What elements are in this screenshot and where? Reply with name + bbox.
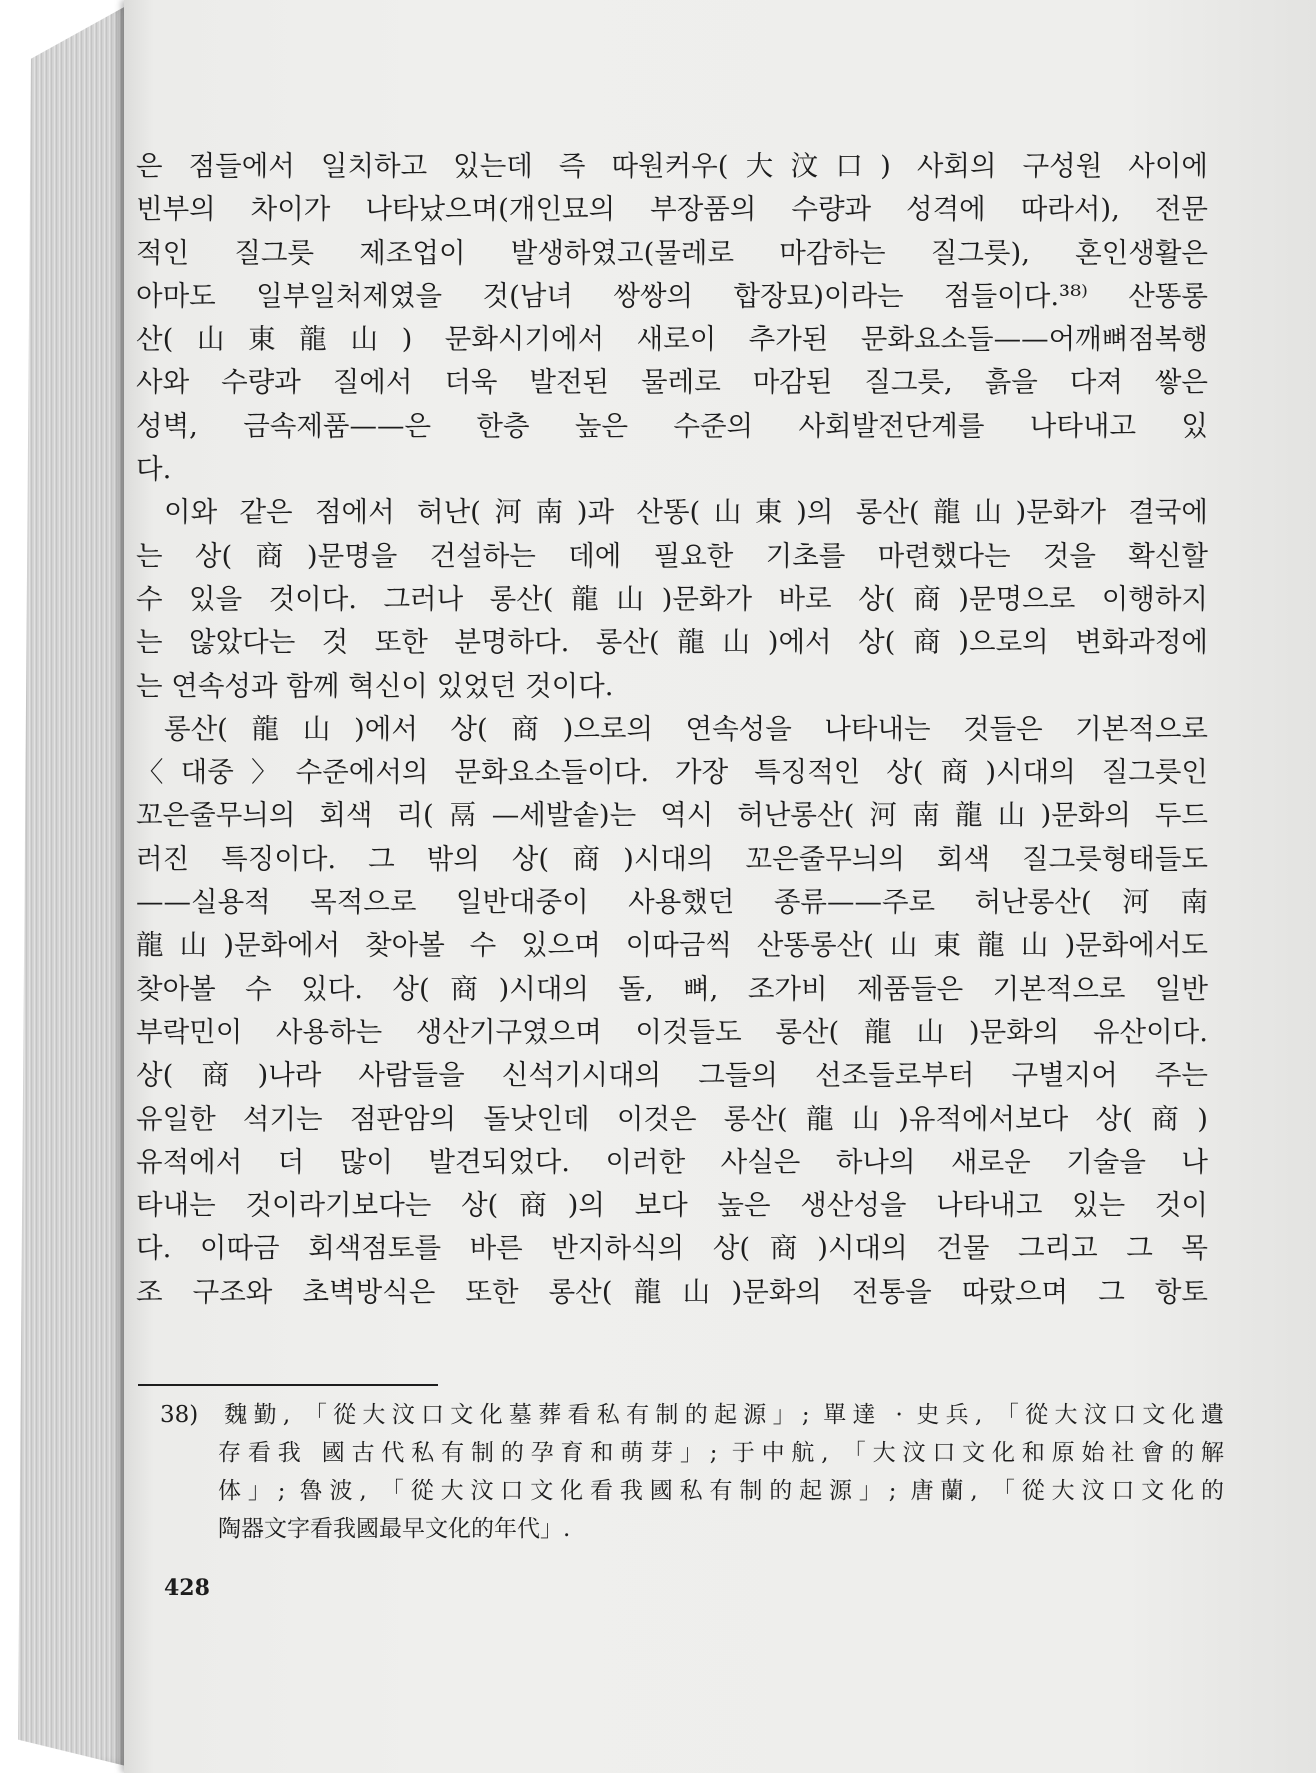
body-line: 아마도 일부일처제였을 것(남녀 쌍쌍의 합장묘)이라는 점들이다.³⁸⁾ 산똥롱	[136, 279, 1208, 312]
body-line: 다.	[136, 453, 172, 486]
page-number: 428	[164, 1575, 210, 1601]
footnote-line: 体」; 魯波, 「從大汶口文化看我國私有制的起源」; 唐蘭, 「從大汶口文化的	[218, 1478, 1224, 1504]
paragraph-start-line: 롱산(龍山)에서 상(商)으로의 연속성을 나타내는 것들은 기본적으로	[164, 712, 1208, 745]
footnote-line: 陶器文字看我國最早文化的年代」.	[218, 1516, 571, 1542]
body-line: 빈부의 차이가 나타났으며(개인묘의 부장품의 수량과 성격에 따라서), 전문	[136, 193, 1208, 226]
body-line: 사와 수량과 질에서 더욱 발전된 물레로 마감된 질그릇, 흙을 다져 쌓은	[136, 366, 1208, 399]
body-line: 상(商)나라 사람들을 신석기시대의 그들의 선조들로부터 구별지어 주는	[136, 1059, 1208, 1092]
body-line: 은 점들에서 일치하고 있는데 즉 따원커우(大汶口) 사회의 구성원 사이에	[136, 150, 1208, 182]
body-text	[136, 145, 1208, 1314]
body-line: 산(山東龍山) 문화시기에서 새로이 추가된 문화요소들——어깨뼈점복행	[136, 323, 1208, 356]
body-line: 성벽, 금속제품——은 한층 높은 수준의 사회발전단계를 나타내고 있	[136, 409, 1208, 442]
body-line: 〈대중〉수준에서의 문화요소들이다. 가장 특징적인 상(商)시대의 질그릇인	[136, 756, 1208, 789]
body-line: 는 않았다는 것 또한 분명하다. 롱산(龍山)에서 상(商)으로의 변화과정에	[136, 626, 1208, 659]
body-line: 적인 질그릇 제조업이 발생하였고(물레로 마감하는 질그릇), 혼인생활은	[136, 236, 1208, 269]
body-line: 찾아볼 수 있다. 상(商)시대의 돌, 뼈, 조가비 제품들은 기본적으로 일반	[136, 972, 1208, 1005]
footnote-line	[160, 1396, 1224, 1434]
footnote-divider	[138, 1384, 438, 1386]
footnote-line: 存看我 國古代私有制的孕育和萌芽」; 于中航, 「大汶口文化和原始社會的解	[218, 1440, 1224, 1466]
page-edges	[18, 6, 126, 1766]
footnote-text: 魏勤, 「從大汶口文化墓葬看私有制的起源」; 單達 · 史兵, 「從大汶口文化遺	[218, 1402, 1224, 1428]
body-line: 다. 이따금 회색점토를 바른 반지하식의 상(商)시대의 건물 그리고 그 목	[136, 1232, 1208, 1265]
paragraph-start-line: 이와 같은 점에서 허난(河南)과 산똥(山東)의 롱산(龍山)문화가 결국에	[164, 496, 1208, 529]
body-line: 수 있을 것이다. 그러나 롱산(龍山)문화가 바로 상(商)문명으로 이행하지	[136, 582, 1208, 615]
footnote	[160, 1396, 1224, 1548]
body-line: 龍山)문화에서 찾아볼 수 있으며 이따금씩 산똥롱산(山東龍山)문화에서도	[136, 929, 1208, 962]
body-line: ——실용적 목적으로 일반대중이 사용했던 종류——주로 허난롱산(河南	[136, 886, 1208, 919]
body-line: 유적에서 더 많이 발견되었다. 이러한 사실은 하나의 새로운 기술을 나	[136, 1145, 1208, 1178]
footnote-number: 38)	[160, 1402, 199, 1428]
body-line: 는 상(商)문명을 건설하는 데에 필요한 기초를 마련했다는 것을 확신할	[136, 539, 1208, 572]
body-line: 꼬은줄무늬의 회색 리(鬲—세발솥)는 역시 허난롱산(河南龍山)문화의 두드	[136, 799, 1208, 832]
body-line: 러진 특징이다. 그 밖의 상(商)시대의 꼬은줄무늬의 회색 질그릇형태들도	[136, 842, 1208, 875]
body-line: 조 구조와 초벽방식은 또한 롱산(龍山)문화의 전통을 따랐으며 그 항토	[136, 1275, 1208, 1308]
body-line: 는 연속성과 함께 혁신이 있었던 것이다.	[136, 669, 614, 702]
body-line: 부락민이 사용하는 생산기구였으며 이것들도 롱산(龍山)문화의 유산이다.	[136, 1015, 1208, 1048]
body-line: 타내는 것이라기보다는 상(商)의 보다 높은 생산성을 나타내고 있는 것이	[136, 1189, 1208, 1222]
body-line: 유일한 석기는 점판암의 돌낫인데 이것은 롱산(龍山)유적에서보다 상(商)	[136, 1102, 1208, 1135]
